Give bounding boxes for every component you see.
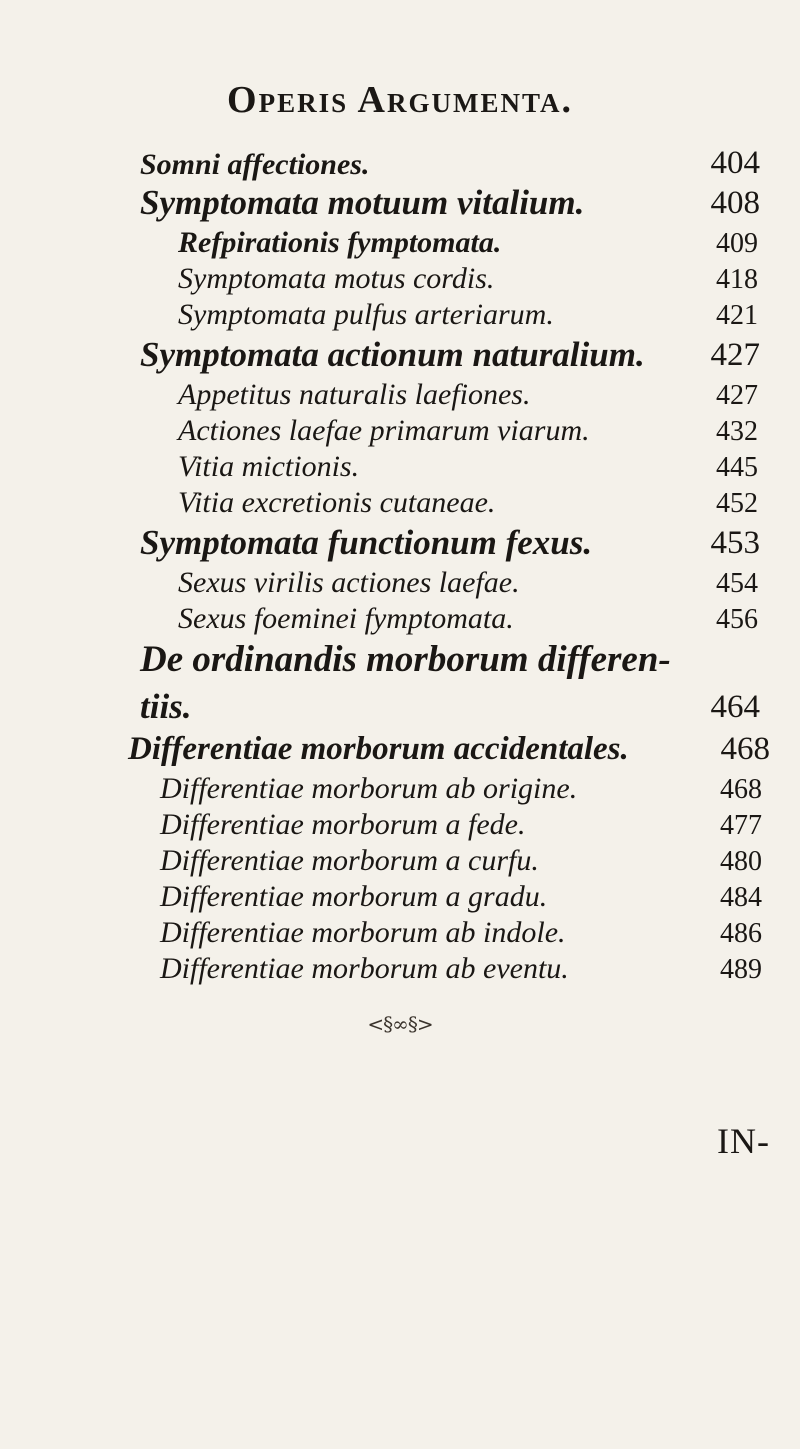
entry-title: Symptomata motus cordis. xyxy=(178,262,495,295)
entry-page: 489 xyxy=(720,954,762,985)
entry-title: De ordinandis morborum differen- xyxy=(140,639,671,680)
toc-entry xyxy=(0,140,800,180)
entry-title: Differentiae morborum ab origine. xyxy=(160,772,578,805)
entry-title: Differentiae morborum a fede. xyxy=(160,808,526,841)
entry-title: Vitia mictionis. xyxy=(178,450,360,483)
entry-title: Appetitus naturalis laefiones. xyxy=(178,378,531,411)
entry-title: Sexus virilis actiones laefae. xyxy=(178,566,520,599)
toc-entry xyxy=(0,872,800,912)
toc-entry xyxy=(0,944,800,984)
entry-page: 452 xyxy=(716,488,758,519)
entry-title: Differentiae morborum a curfu. xyxy=(160,844,539,877)
entry-page: 421 xyxy=(716,300,758,331)
catchword: IN- xyxy=(717,1121,770,1161)
toc-entry xyxy=(0,442,800,482)
toc-entry xyxy=(0,406,800,446)
entry-title: Symptomata motuum vitalium. xyxy=(140,183,585,222)
toc-entry xyxy=(0,370,800,410)
entry-page: 408 xyxy=(710,185,760,221)
entry-title: Symptomata pulfus arteriarum. xyxy=(178,298,554,331)
entry-title: Differentiae morborum ab eventu. xyxy=(160,952,569,985)
entry-page: 445 xyxy=(716,452,758,483)
toc-entry xyxy=(0,180,800,220)
entry-page: 468 xyxy=(720,774,762,805)
entry-page: 427 xyxy=(716,380,758,411)
entry-page: 432 xyxy=(716,416,758,447)
entry-page: 409 xyxy=(716,228,758,259)
entry-title: Symptomata functionum fexus. xyxy=(140,523,593,562)
toc-entry xyxy=(0,520,800,560)
entry-title: Differentiae morborum accidentales. xyxy=(128,731,629,767)
entry-title: Refpirationis fymptomata. xyxy=(178,226,502,259)
entry-title: Vitia excretionis cutaneae. xyxy=(178,486,496,519)
entry-page: 427 xyxy=(710,337,760,373)
toc-entry xyxy=(0,800,800,840)
page-header: Operis Argumenta. xyxy=(227,79,573,121)
toc-entry xyxy=(0,558,800,598)
toc-entry xyxy=(0,638,800,678)
entry-page: 454 xyxy=(716,568,758,599)
entry-page: 456 xyxy=(716,604,758,635)
entry-page: 418 xyxy=(716,264,758,295)
entry-page: 464 xyxy=(710,689,760,725)
entry-title: Differentiae morborum ab indole. xyxy=(160,916,566,949)
toc-entry xyxy=(0,836,800,876)
toc-entry xyxy=(0,726,800,766)
printer-ornament: <§∞§> xyxy=(367,1012,433,1036)
toc-entry xyxy=(0,218,800,258)
entry-page: 484 xyxy=(720,882,762,913)
entry-title: Somni affectiones. xyxy=(140,148,370,181)
toc-entry xyxy=(0,764,800,804)
toc-entry xyxy=(0,594,800,634)
entry-title: Symptomata actionum naturalium. xyxy=(140,335,645,374)
toc-entry xyxy=(0,684,800,724)
toc-entry xyxy=(0,290,800,330)
entry-title: Differentiae morborum a gradu. xyxy=(160,880,548,913)
entry-title: tiis. xyxy=(140,687,192,726)
entry-page: 477 xyxy=(720,810,762,841)
toc-entry xyxy=(0,478,800,518)
entry-page: 480 xyxy=(720,846,762,877)
toc-entry xyxy=(0,332,800,372)
entry-page: 404 xyxy=(710,145,760,181)
entry-page: 453 xyxy=(710,525,760,561)
entry-page: 486 xyxy=(720,918,762,949)
entry-title: Actiones laefae primarum viarum. xyxy=(178,414,590,447)
toc-entry xyxy=(0,254,800,294)
entry-page: 468 xyxy=(720,731,770,767)
toc-entry xyxy=(0,908,800,948)
entry-title: Sexus foeminei fymptomata. xyxy=(178,602,514,635)
